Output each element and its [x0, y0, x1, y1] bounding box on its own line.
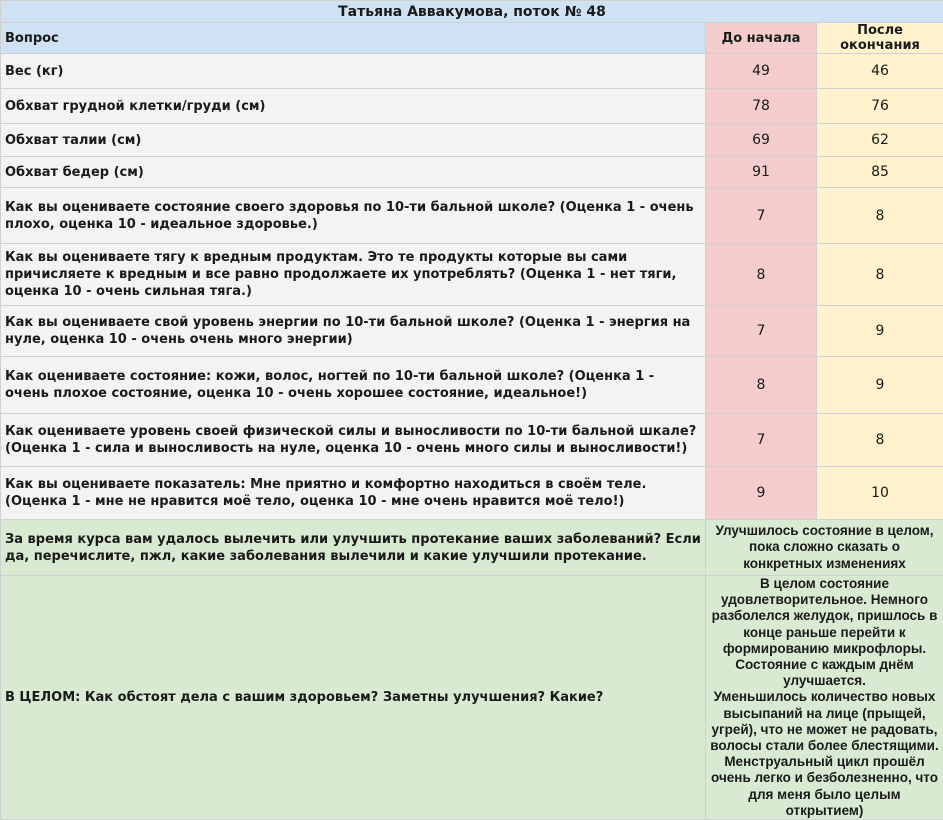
before-value: 8 [706, 244, 817, 306]
after-value: 62 [817, 124, 943, 157]
table-row [1, 357, 943, 414]
header-after: После окончания [817, 23, 943, 54]
question-cell: Вес (кг) [1, 54, 706, 89]
question-cell: Обхват грудной клетки/груди (см) [1, 89, 706, 124]
table-row [1, 188, 943, 244]
table-row [1, 414, 943, 467]
after-value: 85 [817, 157, 943, 188]
answer-line: Уменьшилось количество новых высыпаний на лице (прыщей, угрей), что не может не радовать, волосы стали более блестящими. [709, 689, 940, 754]
table-row [1, 89, 943, 124]
question-cell: Как вы оцениваете свой уровень энергии по 10-ти бальной школе? (Оценка 1 - энергия на нуле, оценка 10 - очень очень много энергии) [1, 306, 706, 357]
answer-line: В целом состояние удовлетворительное. Немного разболелся желудок, пришлось в конце раньше перейти к формированию микрофлоры. [709, 576, 940, 657]
answer-cell: Улучшилось состояние в целом, пока сложно сказать о конкретных изменениях [706, 520, 943, 576]
before-value: 8 [706, 357, 817, 414]
header-before: До начала [706, 23, 817, 54]
question-cell: Как вы оцениваете показатель: Мне приятно и комфортно находиться в своём теле. (Оценка 1 - мне не нравится моё тело, оценка 10 - мне очень нравится моё тело!) [1, 467, 706, 520]
after-value: 9 [817, 357, 943, 414]
question-cell: Как оцениваете уровень своей физической силы и выносливости по 10-ти бальной шкале? (Оценка 1 - сила и выносливость на нуле, оценка 10 - очень много силы и выносливости!) [1, 414, 706, 467]
question-cell: Обхват бедер (см) [1, 157, 706, 188]
after-value: 8 [817, 188, 943, 244]
title-row [1, 1, 943, 23]
before-value: 7 [706, 414, 817, 467]
before-value: 9 [706, 467, 817, 520]
table-row [1, 244, 943, 306]
before-value: 7 [706, 306, 817, 357]
after-value: 46 [817, 54, 943, 89]
before-value: 7 [706, 188, 817, 244]
question-cell: В ЦЕЛОМ: Как обстоят дела с вашим здоровьем? Заметны улучшения? Какие? [1, 576, 706, 820]
before-value: 69 [706, 124, 817, 157]
question-cell: Как вы оцениваете состояние своего здоровья по 10-ти бальной школе? (Оценка 1 - очень плохо, оценка 10 - идеальное здоровье.) [1, 188, 706, 244]
before-value: 91 [706, 157, 817, 188]
question-cell: Как вы оцениваете тягу к вредным продуктам. Это те продукты которые вы сами причисляете к вредным и все равно продолжаете их употреблять? (Оценка 1 - нет тяги, оценка 10 - очень сильная тяга.) [1, 244, 706, 306]
before-value: 49 [706, 54, 817, 89]
header-question: Вопрос [1, 23, 706, 54]
table-row [1, 467, 943, 520]
after-value: 8 [817, 244, 943, 306]
after-value: 10 [817, 467, 943, 520]
answer-line: Менструальный цикл прошёл очень легко и безболезненно, что для меня было целым открытием) [709, 754, 940, 819]
open-answer-row [1, 520, 943, 576]
table-row [1, 54, 943, 89]
question-cell: Как оцениваете состояние: кожи, волос, ногтей по 10-ти бальной школе? (Оценка 1 - очень плохое состояние, оценка 10 - очень хорошее состояние, идеальное!) [1, 357, 706, 414]
open-answer-row [1, 576, 943, 820]
table-row [1, 124, 943, 157]
after-value: 9 [817, 306, 943, 357]
after-value: 8 [817, 414, 943, 467]
before-value: 78 [706, 89, 817, 124]
question-cell: Обхват талии (см) [1, 124, 706, 157]
after-value: 76 [817, 89, 943, 124]
table-row [1, 306, 943, 357]
header-row [1, 23, 943, 54]
answer-cell [706, 576, 943, 820]
table-title: Татьяна Аввакумова, поток № 48 [1, 1, 943, 23]
table-row [1, 157, 943, 188]
answer-line: Состояние с каждым днём улучшается. [709, 657, 940, 689]
question-cell: За время курса вам удалось вылечить или улучшить протекание ваших заболеваний? Если да, перечислите, пжл, какие заболевания вылечили и какие улучшили протекание. [1, 520, 706, 576]
